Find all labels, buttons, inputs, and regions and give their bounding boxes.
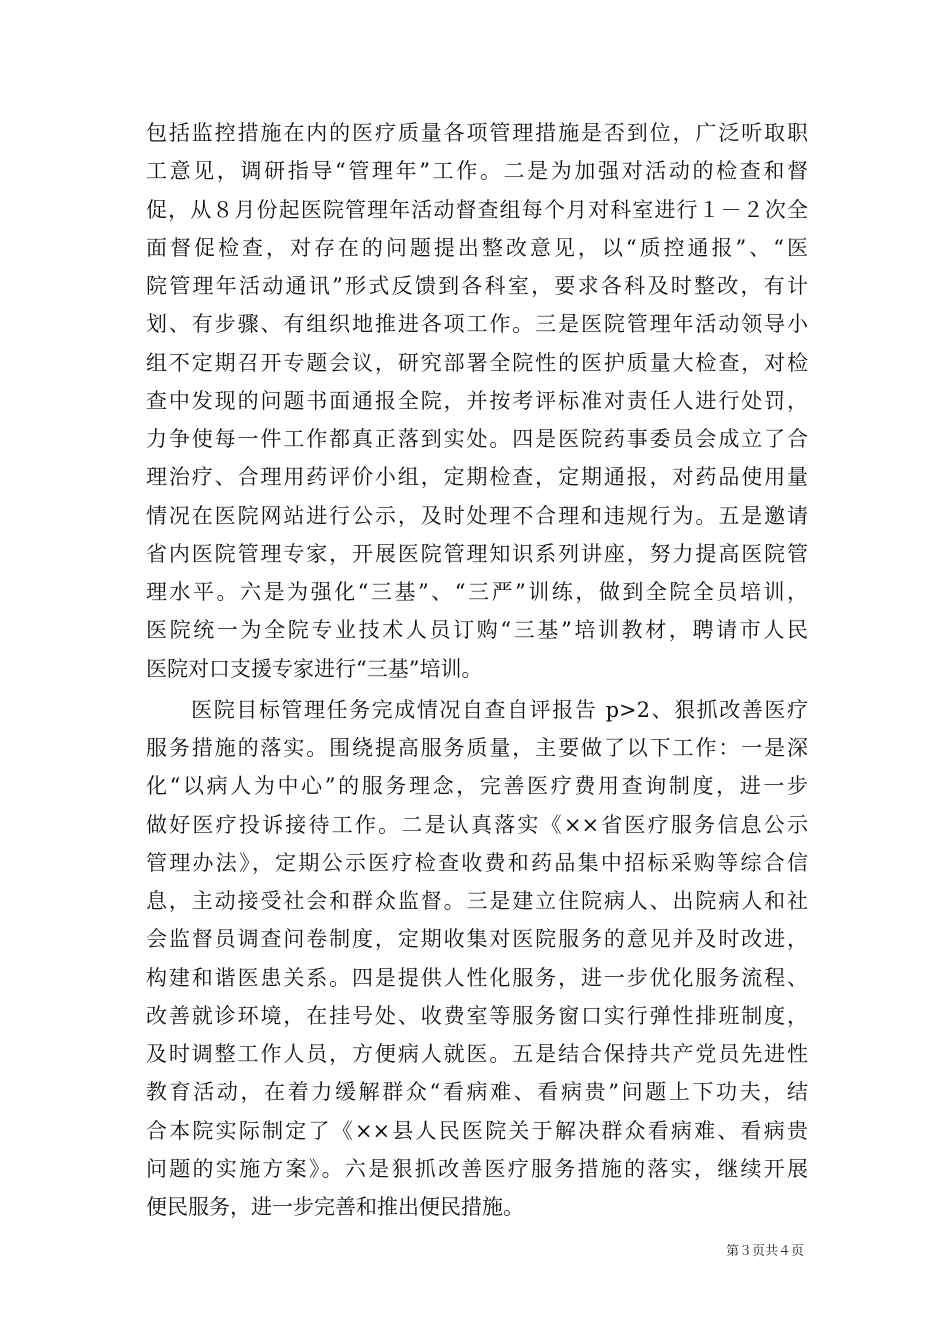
text-line: 便民服务，进一步完善和推出便民措施。	[146, 1195, 524, 1219]
text-line: 及时调整工作人员，方便病人就医。五是结合保持共产党员先进性	[146, 1042, 808, 1066]
text-line: 构建和谐医患关系。四是提供人性化服务，进一步优化服务流程、	[146, 965, 808, 990]
text-line: 力争使每一件工作都真正落到实处。四是医院药事委员会成立了合	[146, 427, 808, 451]
text-line: 省内医院管理专家，开展医院管理知识系列讲座，努力提高医院管	[146, 541, 808, 566]
text-line: 情况在医院网站进行公示，及时处理不合理和违规行为。五是邀请	[146, 503, 808, 528]
text-line: 面督促检查，对存在的问题提出整改意见，以“质控通报”、“医	[146, 235, 808, 260]
text-line: 息，主动接受社会和群众监督。三是建立住院病人、出院病人和社	[146, 889, 808, 913]
text-line: 问题的实施方案》。六是狠抓改善医疗服务措施的落实，继续开展	[146, 1156, 808, 1181]
text-line: 理水平。六是为强化“三基”、“三严”训练，做到全院全员培训，	[146, 580, 808, 604]
text-line: 管理办法》，定期公示医疗检查收费和药品集中招标采购等综合信	[146, 850, 808, 875]
page-footer	[726, 1243, 804, 1261]
text-line: 合本院实际制定了《××县人民医院关于解决群众看病难、看病贵	[146, 1118, 808, 1143]
text-line: 做好医疗投诉接待工作。二是认真落实《××省医疗服务信息公示	[146, 812, 808, 837]
text-line: 医院目标管理任务完成情况自查自评报告 p>2、狠抓改善医疗	[146, 697, 808, 722]
body-text	[146, 114, 808, 1226]
text-line: 促，从８月份起医院管理年活动督查组每个月对科室进行１－２次全	[146, 197, 808, 222]
text-line: 医院对口支援专家进行“三基”培训。	[146, 656, 483, 681]
paragraph-2	[146, 691, 808, 1227]
text-line: 包括监控措施在内的医疗质量各项管理措施是否到位，广泛听取职	[146, 121, 808, 145]
text-line: 查中发现的问题书面通报全院，并按考评标准对责任人进行处罚，	[146, 388, 808, 413]
text-line: 院管理年活动通讯”形式反馈到各科室，要求各科及时整改，有计	[146, 274, 808, 298]
paragraph-1	[146, 114, 808, 688]
text-line: 组不定期召开专题会议，研究部署全院性的医护质量大检查，对检	[146, 350, 808, 375]
page-number-label: 第３页共４页	[725, 1244, 804, 1259]
text-line: 划、有步骤、有组织地推进各项工作。三是医院管理年活动领导小	[146, 312, 808, 337]
text-line: 改善就诊环境，在挂号处、收费室等服务窗口实行弹性排班制度，	[146, 1003, 808, 1028]
text-line: 理治疗、合理用药评价小组，定期检查，定期通报，对药品使用量	[146, 465, 808, 490]
text-line: 医院统一为全院专业技术人员订购“三基”培训教材，聘请市人民	[146, 618, 808, 643]
text-line: 化“以病人为中心”的服务理念，完善医疗费用查询制度，进一步	[146, 774, 808, 799]
text-line: 会监督员调查问卷制度，定期收集对医院服务的意见并及时改进，	[146, 927, 808, 952]
text-line: 教育活动，在着力缓解群众“看病难、看病贵”问题上下功夫，结	[146, 1080, 808, 1105]
text-line: 服务措施的落实。围绕提高服务质量，主要做了以下工作：一是深	[146, 736, 808, 760]
text-line: 工意见，调研指导“管理年”工作。二是为加强对活动的检查和督	[146, 159, 808, 184]
